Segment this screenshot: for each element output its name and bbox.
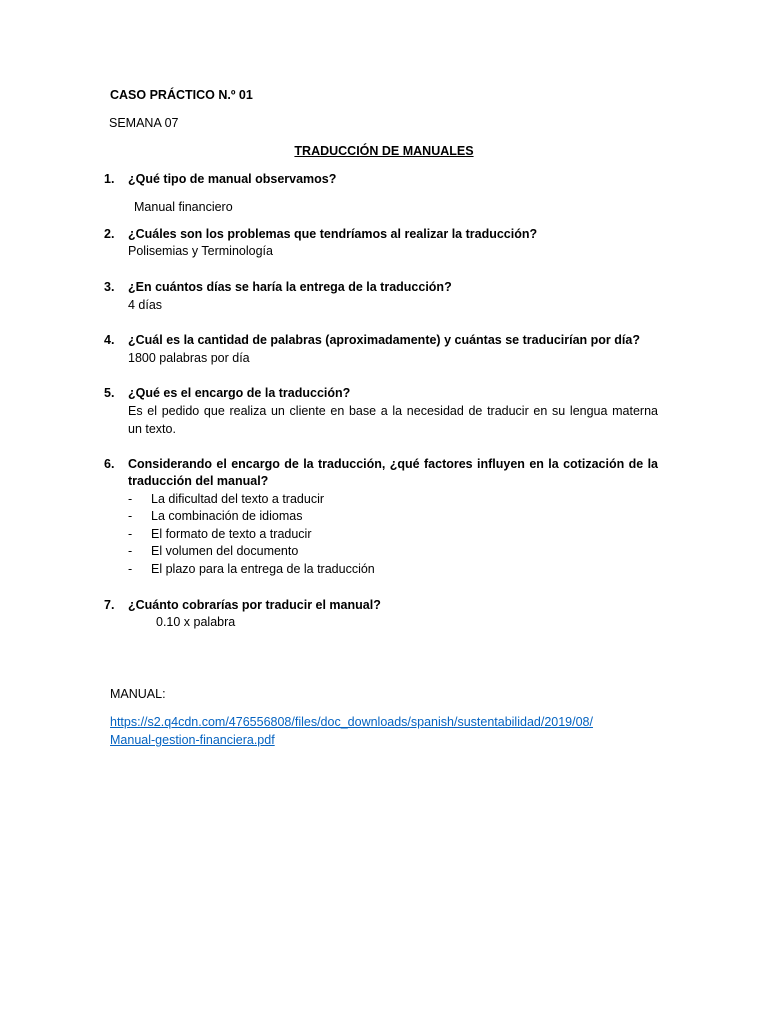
list-item: La combinación de idiomas: [151, 509, 303, 523]
question-number: 3.: [104, 280, 115, 294]
question-text: ¿Qué tipo de manual observamos?: [128, 172, 337, 186]
list-item: El plazo para la entrega de la traducción: [151, 562, 375, 576]
case-title: CASO PRÁCTICO N.º 01: [110, 88, 253, 102]
question-number: 2.: [104, 227, 115, 241]
answer-text: un texto.: [128, 422, 176, 436]
bullet-marker: -: [128, 509, 133, 523]
question-number: 4.: [104, 333, 115, 347]
answer-text: 1800 palabras por día: [128, 351, 250, 365]
list-item: El volumen del documento: [151, 544, 299, 558]
bullet-marker: -: [128, 544, 133, 558]
answer-text: Manual financiero: [134, 200, 233, 214]
manual-link[interactable]: Manual-gestion-financiera.pdf: [110, 733, 275, 747]
question-number: 6.: [104, 457, 115, 471]
question-number: 5.: [104, 386, 115, 400]
bullet-marker: -: [128, 527, 133, 541]
question-text: ¿Cuánto cobrarías por traducir el manual?: [128, 598, 381, 612]
bullet-marker: -: [128, 492, 133, 506]
answer-text: 4 días: [128, 298, 163, 312]
document-title: TRADUCCIÓN DE MANUALES: [294, 144, 474, 158]
week-label: SEMANA 07: [109, 116, 179, 130]
answer-text: Polisemias y Terminología: [128, 244, 273, 258]
question-number: 7.: [104, 598, 115, 612]
question-text: ¿En cuántos días se haría la entrega de la traducción?: [128, 280, 452, 294]
list-item: El formato de texto a traducir: [151, 527, 312, 541]
question-text: ¿Cuáles son los problemas que tendríamos al realizar la traducción?: [128, 227, 538, 241]
question-text: ¿Cuál es la cantidad de palabras (aproximadamente) y cuántas se traducirían por día?: [128, 333, 640, 347]
question-text: traducción del manual?: [128, 474, 269, 488]
question-text: Considerando el encargo de la traducción, ¿qué factores influyen en la cotización de la: [128, 457, 658, 471]
question-number: 1.: [104, 172, 115, 186]
answer-text: 0.10 x palabra: [156, 615, 236, 629]
manual-link[interactable]: https://s2.q4cdn.com/476556808/files/doc_downloads/spanish/sustentabilidad/2019/08/: [110, 715, 593, 729]
list-item: La dificultad del texto a traducir: [151, 492, 325, 506]
answer-text: Es el pedido que realiza un cliente en base a la necesidad de traducir en su lengua materna: [128, 404, 658, 418]
question-text: ¿Qué es el encargo de la traducción?: [128, 386, 351, 400]
manual-label: MANUAL:: [110, 687, 166, 701]
bullet-marker: -: [128, 562, 133, 576]
